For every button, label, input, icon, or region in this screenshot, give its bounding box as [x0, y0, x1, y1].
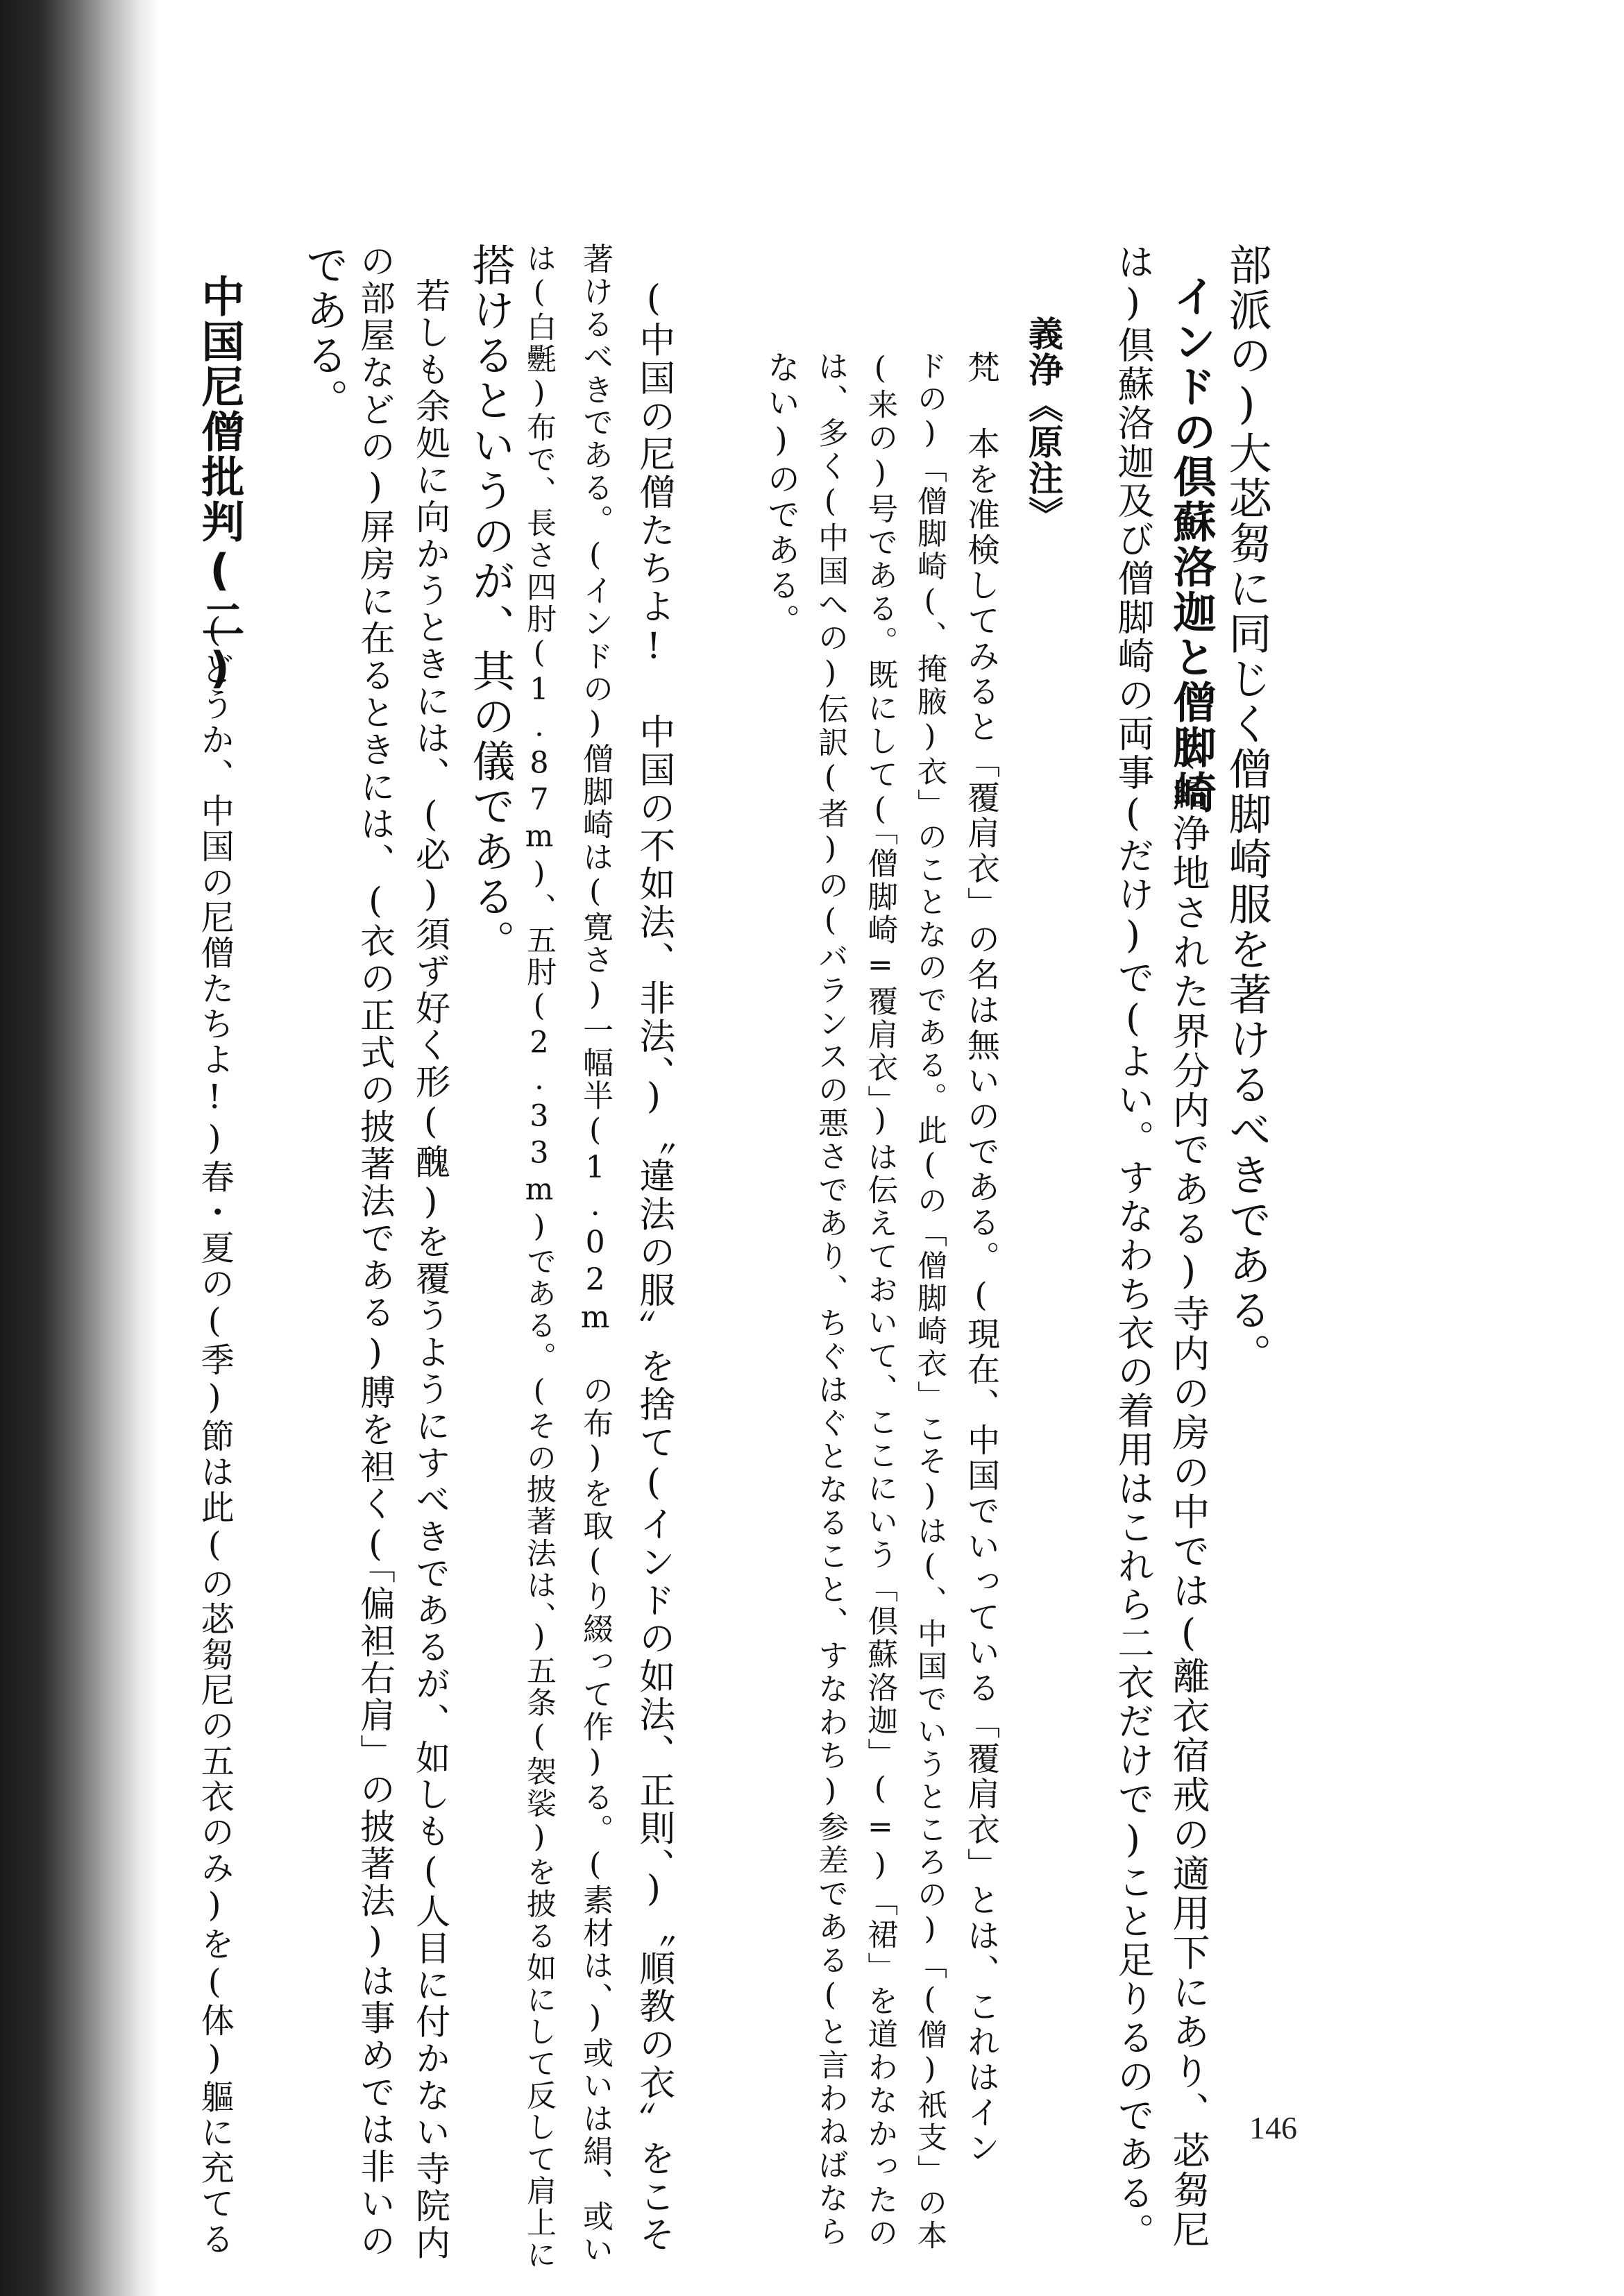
- note-column-2: ドの)「僧脚崎(、掩腋)衣」のことなのである。此(の「僧脚崎衣」こそ)は(、中国でいうところの)「(僧)祇支」の本: [912, 350, 947, 2253]
- text-column-7: 搭けるというのが、其の儀である。: [465, 243, 516, 964]
- text-column-2: (結浄地された界分内である)寺内の房の中では(離衣宿戒の適用下にあり、苾芻尼: [1166, 729, 1210, 2250]
- page-number: 146: [1249, 2110, 1297, 2145]
- text-column-3: は)倶蘇洛迦及び僧脚崎の両事(だけ)で(よい。すなわち衣の着用はこれら二衣だけで)こと足りるのである。: [1111, 243, 1154, 2252]
- text-column-10: である。: [298, 243, 349, 423]
- book-gutter-shadow: [0, 0, 160, 2296]
- note-column-1: 梵 本を准検してみると「覆肩衣」の名は無いのである。(現在、中国でいっている「覆肩衣」とは、これはイン: [962, 350, 1000, 2166]
- text-column-1: 部派の)大苾芻に同じく僧脚崎服を著けるべきである。: [1221, 243, 1272, 1378]
- text-column-9: の部屋などの)屏房に在るときには、(衣の正式の披著法である)膊を袒く(「偏袒右肩」の披著法)は事めでは非いの: [355, 243, 396, 2260]
- note-column-5: ない)のである。: [762, 350, 800, 639]
- text-column-5: 著けるべきである。(インドの)僧脚崎は(寛さ)一幅半(1.02m の布)を取(り綴って作)る。(素材は、)或いは絹、或い: [577, 243, 614, 2266]
- text-column-6: は(白氎)布で、長さ四肘(1.87m)、五肘(2.33m)である。(その披著法は、)五条(袈裟)を披る如にして反して肩上に: [521, 243, 557, 2272]
- section-heading-kusolaka: インドの倶蘇洛迦と僧脚崎: [1166, 274, 1217, 815]
- note-heading-gijou: 義浄《原注》: [1023, 316, 1063, 532]
- text-column-8: 若しも余処に向かうときには、(必)須ず好く形(醜)を覆うようにすべきであるが、如しも(人目に付かない寺院内: [410, 278, 452, 2262]
- note-column-4: は、多く(中国への)伝訳(者)の(バランスの悪さであり、ちぐはぐとなること、すなわち)参差である(と言わねばなら: [812, 350, 848, 2249]
- text-column-4: (中国の尼僧たちよ! 中国の不如法、非法、)〝違法の服〟を捨て(インドの如法、正則、)〝順教の衣〟をこそ: [632, 278, 675, 2254]
- text-column-11: (どうか、中国の尼僧たちよ!)春・夏の(季)節は此(の苾芻尼の五衣のみ)を(体)軀に充てる: [195, 611, 235, 2257]
- note-column-3: (来の)号である。既にして(「僧脚崎=覆肩衣」)は伝えておいて、ここにいう「倶蘇洛迦」(=)「裙」を道わなかったの: [862, 350, 898, 2250]
- section-heading-criticism: 中国尼僧批判(二): [194, 274, 245, 695]
